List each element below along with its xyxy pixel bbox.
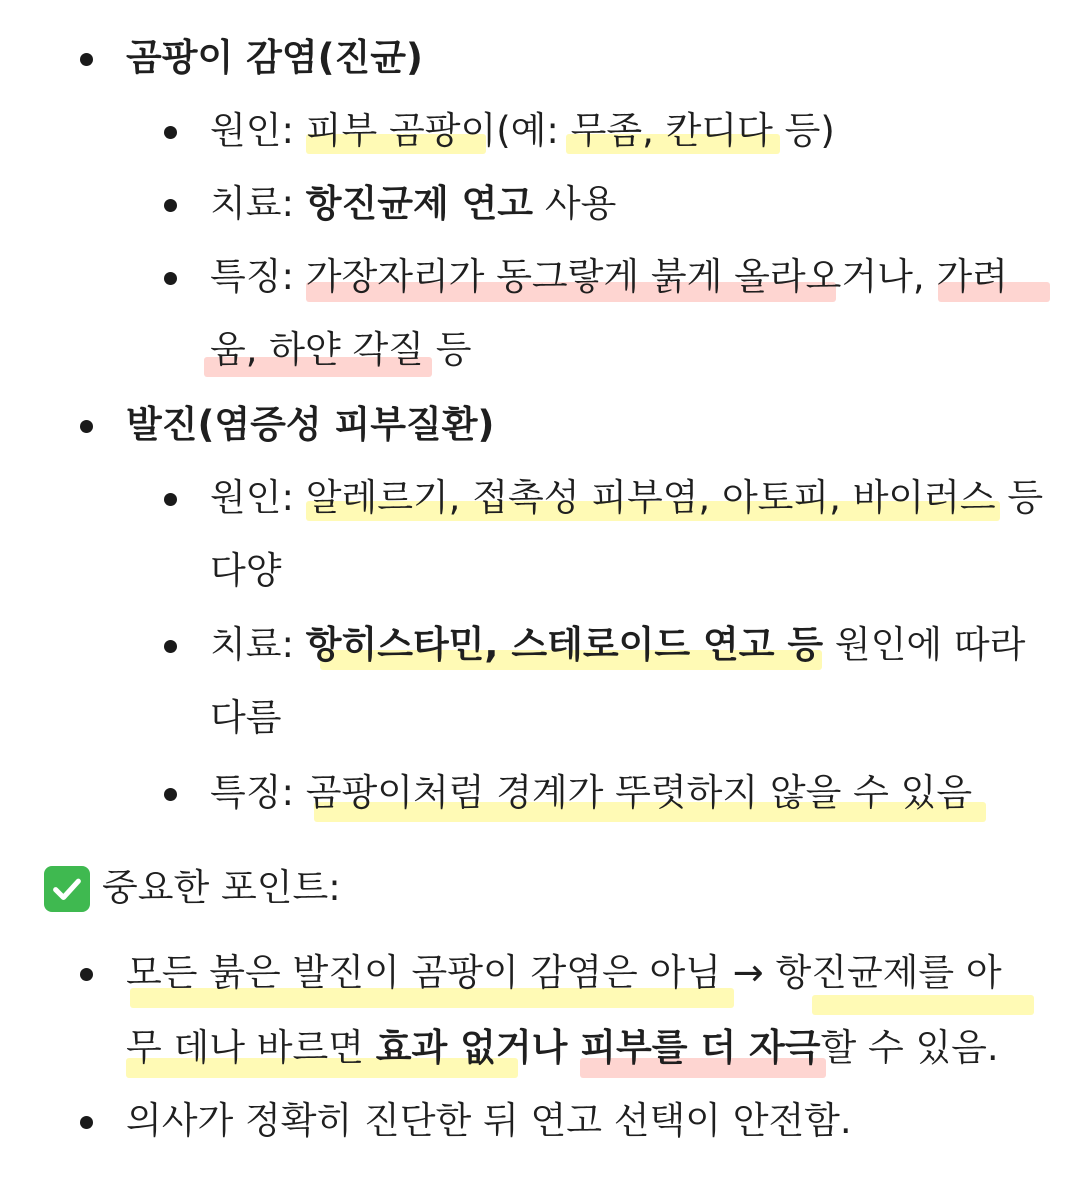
bullet bbox=[164, 788, 177, 801]
point-bold-text: 효과 없거나 피부를 더 자극 bbox=[375, 1026, 821, 1069]
item-label: 원인: bbox=[210, 109, 294, 152]
bullet bbox=[80, 53, 93, 66]
important-heading: 중요한 포인트: bbox=[102, 866, 341, 909]
list-item bbox=[210, 101, 835, 161]
important-point: 의사가 정확히 진단한 뒤 연고 선택이 안전함. bbox=[126, 1099, 852, 1142]
section-title-rash: 발진(염증성 피부질환) bbox=[126, 403, 495, 446]
item-text: 알레르기, 접촉성 피부염, 아토피, 바이러스 등 bbox=[305, 476, 1044, 519]
item-text: 다름 bbox=[210, 696, 282, 739]
list-item bbox=[210, 247, 1008, 307]
item-label: 특징: bbox=[210, 771, 294, 814]
list-item bbox=[210, 763, 972, 823]
important-point-continuation bbox=[126, 1018, 999, 1078]
list-item bbox=[210, 174, 616, 234]
item-text: 다양 bbox=[210, 549, 282, 592]
item-label: 특징: bbox=[210, 255, 294, 298]
point-text: 무 데나 바르면 bbox=[126, 1026, 376, 1069]
bullet bbox=[80, 968, 93, 981]
bullet bbox=[80, 420, 93, 433]
check-mark-button-icon bbox=[44, 866, 90, 912]
bullet bbox=[164, 640, 177, 653]
important-point: 모든 붉은 발진이 곰팡이 감염은 아님 → 항진균제를 아 bbox=[126, 951, 1002, 994]
list-item-continuation bbox=[210, 688, 281, 748]
item-text: 피부 곰팡이(예: 무좀, 칸디다 등) bbox=[305, 109, 835, 152]
bullet bbox=[164, 199, 177, 212]
list-item bbox=[210, 615, 1025, 675]
item-text: 원인에 따라 bbox=[823, 623, 1026, 666]
section-title-fungal: 곰팡이 감염(진균) bbox=[126, 36, 423, 79]
item-label: 치료: bbox=[210, 623, 294, 666]
bullet bbox=[164, 126, 177, 139]
item-text: 가장자리가 동그랗게 붉게 올라오거나, 가려 bbox=[305, 255, 1008, 298]
item-text: 사용 bbox=[533, 182, 617, 225]
point-text: 할 수 있음. bbox=[820, 1026, 999, 1069]
item-bold-text: 항진균제 연고 bbox=[305, 182, 534, 225]
bullet bbox=[164, 272, 177, 285]
item-label: 원인: bbox=[210, 476, 294, 519]
list-item-continuation bbox=[210, 541, 281, 601]
item-text: 움, 하얀 각질 등 bbox=[210, 328, 472, 371]
item-bold-text: 항히스타민, 스테로이드 연고 등 bbox=[305, 623, 824, 666]
item-text: 곰팡이처럼 경계가 뚜렷하지 않을 수 있음 bbox=[305, 771, 973, 814]
bullet bbox=[80, 1116, 93, 1129]
bullet bbox=[164, 493, 177, 506]
list-item bbox=[210, 468, 1043, 528]
list-item-continuation bbox=[210, 320, 472, 380]
item-label: 치료: bbox=[210, 182, 294, 225]
